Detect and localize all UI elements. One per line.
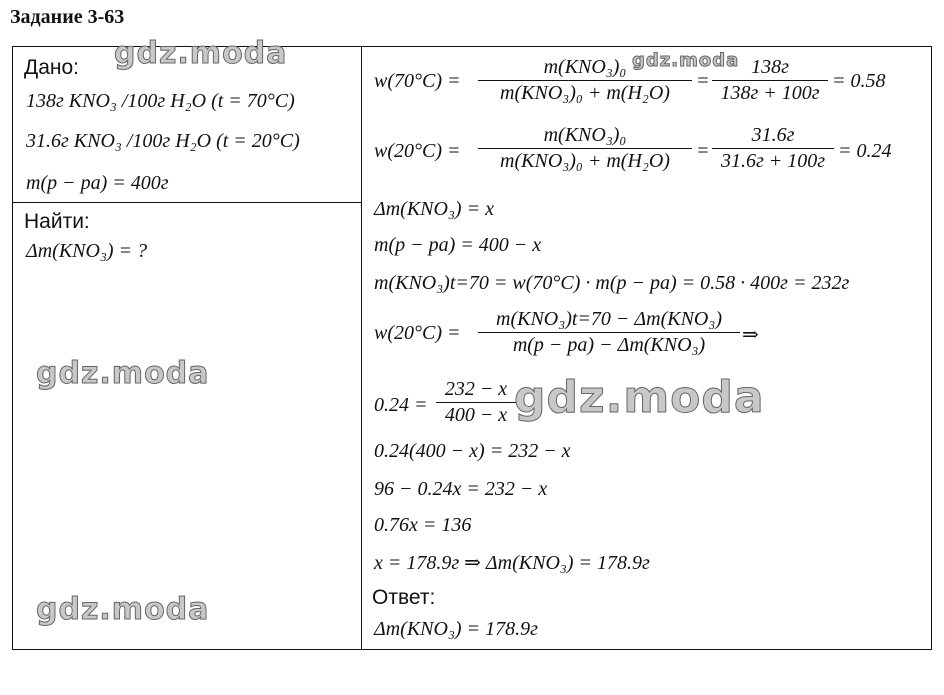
w20-eq: = bbox=[696, 140, 710, 162]
w20b-numerator: m(KNO₃)t=70 − Δm(KNO₃) bbox=[496, 308, 722, 330]
given-label: Дано: bbox=[24, 56, 80, 79]
w70-result: = 0.58 bbox=[832, 70, 886, 92]
w20-numerator: m(KNO₃)₀ bbox=[543, 124, 627, 146]
task-title: Задание 3-63 bbox=[10, 6, 125, 28]
eq1-numerator: 232 − x bbox=[444, 378, 508, 400]
given-line-1: 138г KNO₃ /100г H₂O (t = 70°C) bbox=[26, 90, 295, 112]
watermark-4: gdz.moda bbox=[514, 372, 765, 423]
implies-arrow: ⇒ bbox=[742, 324, 759, 346]
w70-eq: = bbox=[696, 70, 710, 92]
watermark-3: gdz.moda bbox=[36, 356, 210, 391]
w20b-denominator: m(p − pa) − Δm(KNO₃) bbox=[512, 334, 706, 356]
eq1-fraction bbox=[436, 378, 516, 427]
answer-line: Δm(KNO₃) = 178.9г bbox=[374, 618, 538, 640]
w20-lhs: w(20°C) = bbox=[374, 140, 461, 162]
w70-lhs: w(70°C) = bbox=[374, 70, 461, 92]
solution-line-9: 0.76x = 136 bbox=[374, 514, 472, 536]
fraction-bar bbox=[478, 332, 740, 333]
solution-line-8: 96 − 0.24x = 232 − x bbox=[374, 478, 548, 500]
w70-numerator-2: 138г bbox=[751, 56, 789, 78]
solution-line-3: Δm(KNO₃) = x bbox=[374, 198, 494, 220]
solution-line-5: m(KNO₃)t=70 = w(70°C) · m(p − pa) = 0.58 · 400г = 232г bbox=[374, 272, 850, 294]
w70-denominator: m(KNO₃)₀ + m(H₂O) bbox=[500, 82, 670, 104]
watermark-5: gdz.moda bbox=[36, 592, 210, 627]
w20b-lhs: w(20°C) = bbox=[374, 322, 461, 344]
w20-numerator-2: 31.6г bbox=[751, 124, 795, 146]
fraction-bar bbox=[478, 148, 692, 149]
w70-denominator-2: 138г + 100г bbox=[720, 82, 820, 104]
fraction-bar bbox=[712, 80, 828, 81]
fraction-bar bbox=[712, 148, 834, 149]
find-line-1: Δm(KNO₃) = ? bbox=[26, 240, 148, 262]
eq1-denominator: 400 − x bbox=[444, 404, 508, 426]
answer-label: Ответ: bbox=[372, 586, 436, 609]
w70-numerator: m(KNO₃)₀ bbox=[543, 56, 627, 78]
given-line-3: m(p − pa) = 400г bbox=[26, 172, 169, 194]
watermark-1: gdz.moda bbox=[114, 36, 288, 71]
solution-line-4: m(p − pa) = 400 − x bbox=[374, 234, 542, 256]
w20-fraction-2 bbox=[712, 124, 834, 173]
w20b-fraction bbox=[478, 308, 740, 357]
eq1-lhs: 0.24 = bbox=[374, 394, 428, 416]
fraction-bar bbox=[478, 80, 692, 81]
given-line-2: 31.6г KNO₃ /100г H₂O (t = 20°C) bbox=[26, 130, 300, 152]
find-label: Найти: bbox=[24, 210, 90, 233]
w20-denominator: m(KNO₃)₀ + m(H₂O) bbox=[500, 150, 670, 172]
w20-fraction bbox=[478, 124, 692, 173]
solution-line-10: x = 178.9г ⇒ Δm(KNO₃) = 178.9г bbox=[374, 552, 650, 574]
watermark-2: gdz.moda bbox=[632, 50, 740, 71]
fraction-bar bbox=[436, 402, 516, 403]
column-divider bbox=[361, 46, 362, 650]
given-find-divider bbox=[12, 202, 362, 203]
w20-denominator-2: 31.6г + 100г bbox=[720, 150, 826, 172]
w20-result: = 0.24 bbox=[838, 140, 892, 162]
solution-line-7: 0.24(400 − x) = 232 − x bbox=[374, 440, 571, 462]
